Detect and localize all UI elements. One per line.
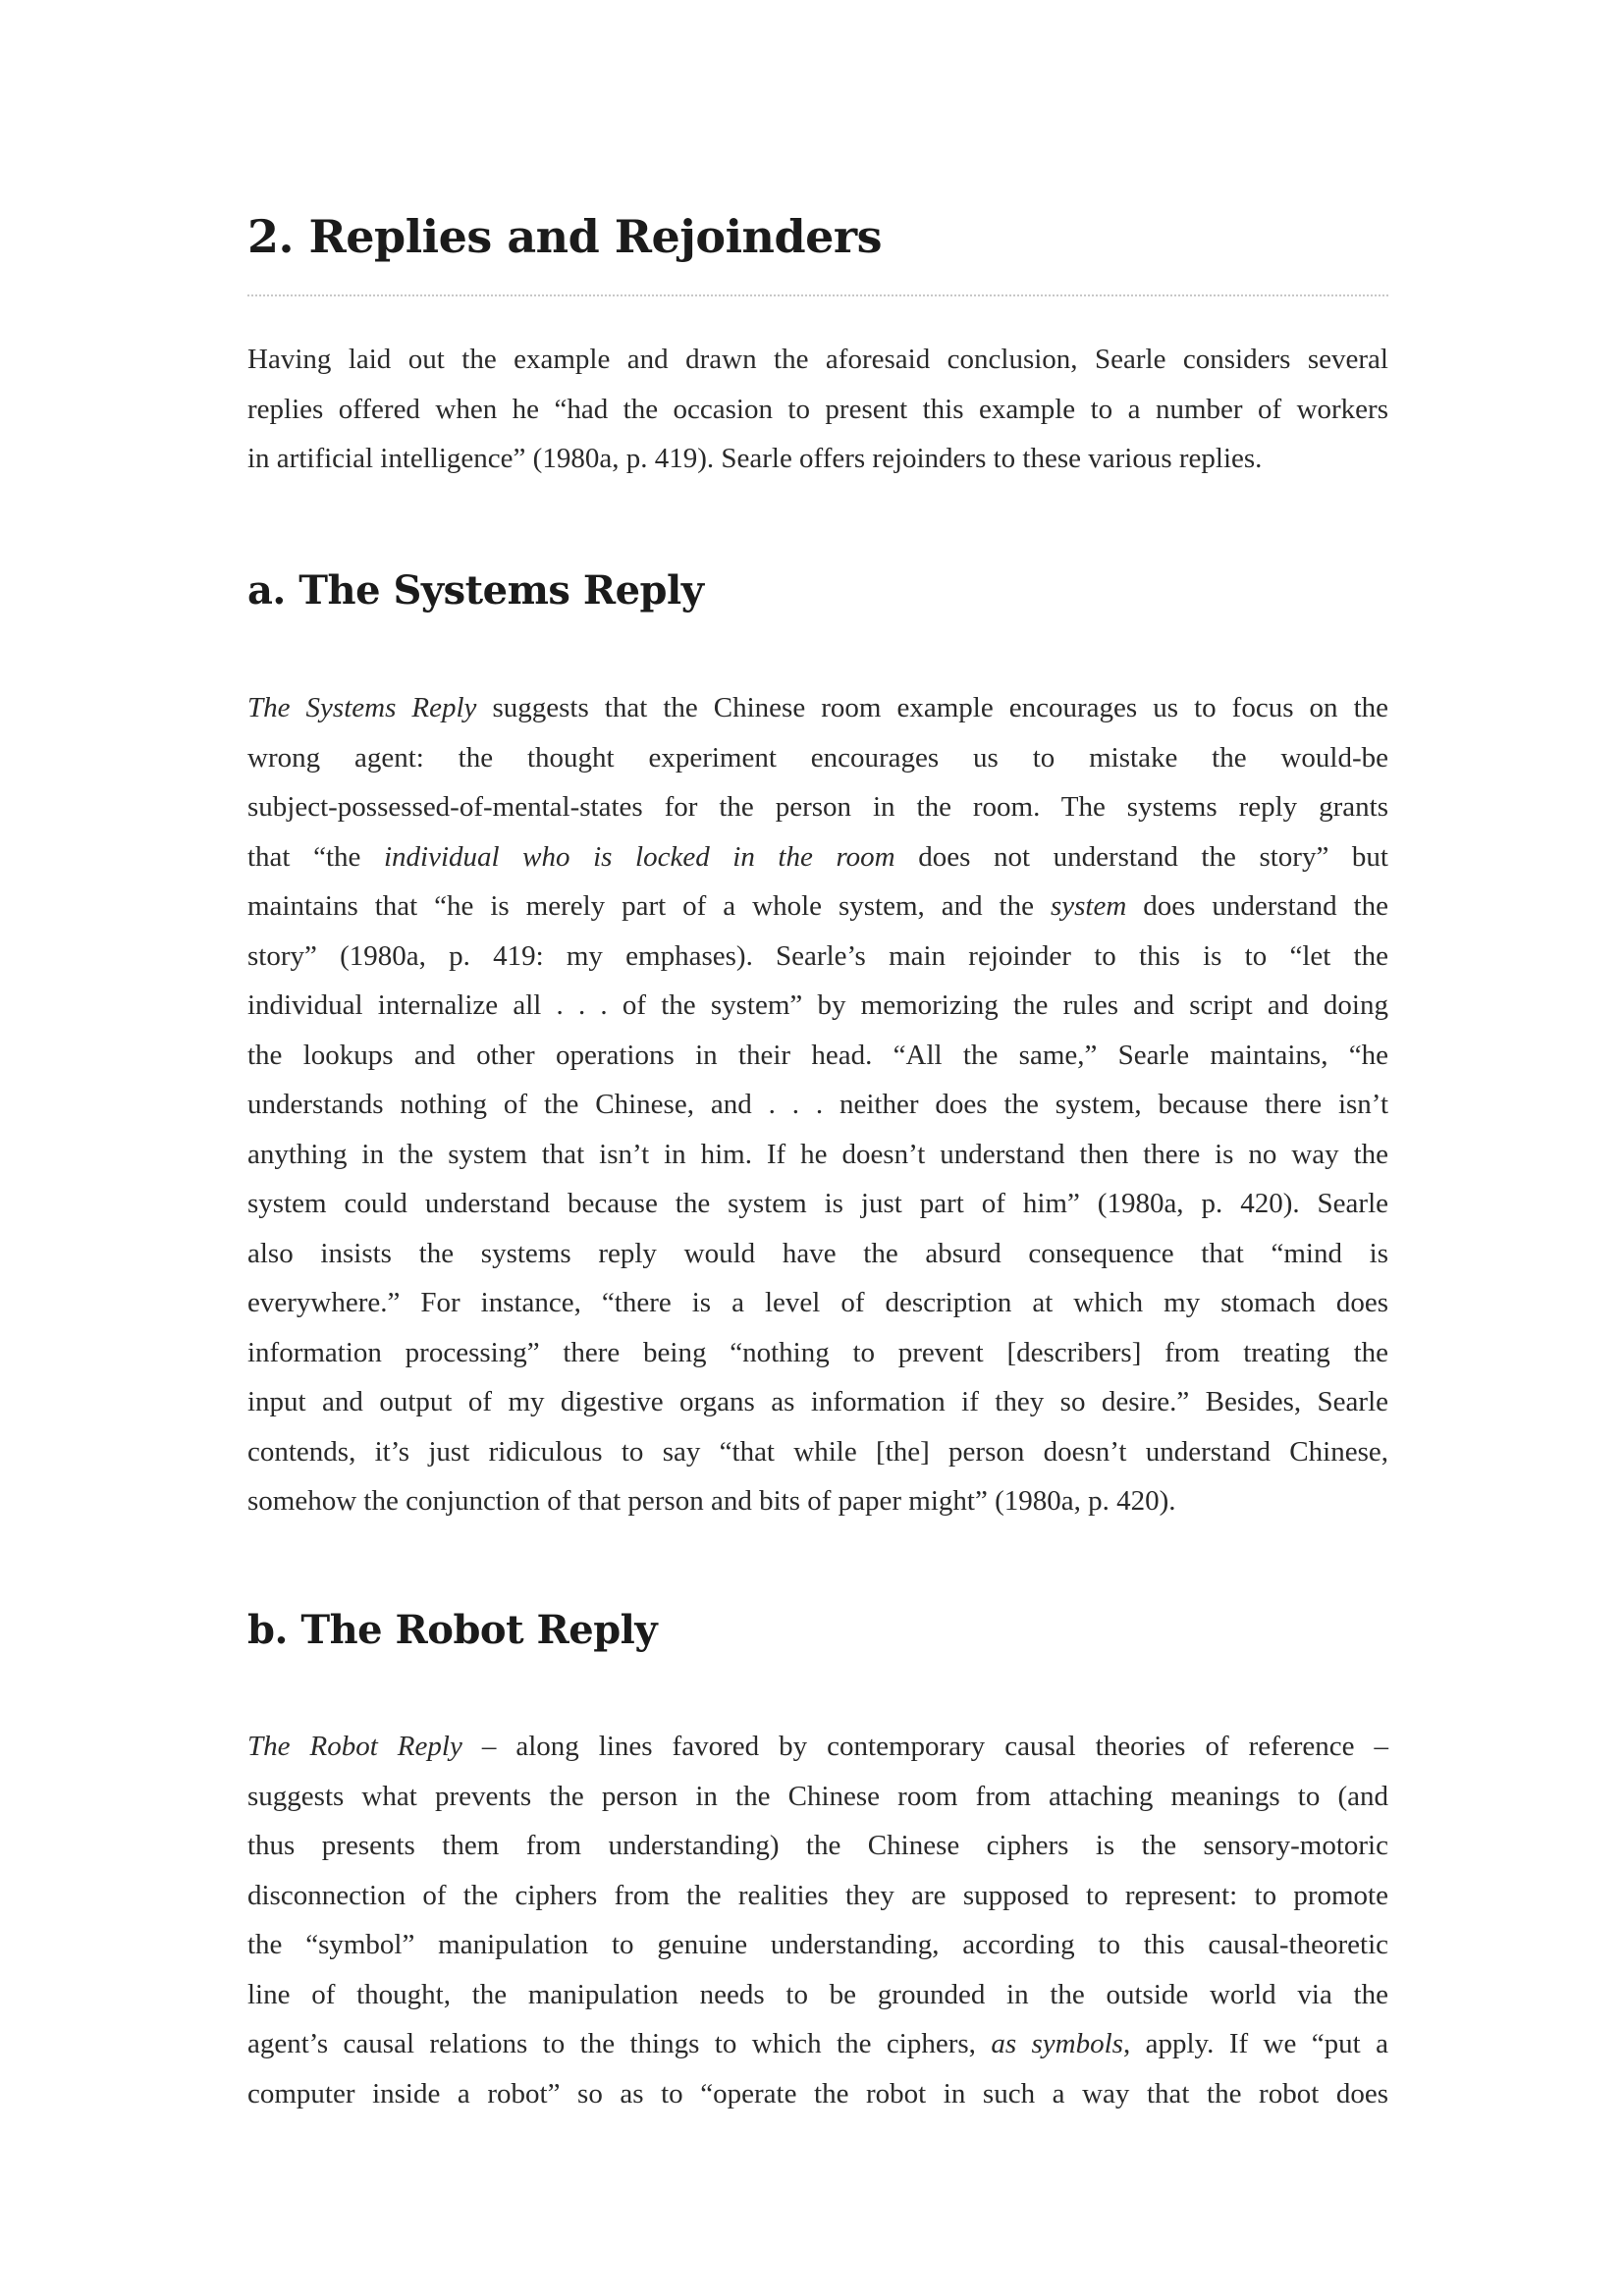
text-line: Having laid out the example and drawn the aforesaid conclusion, Searle considers several (247, 344, 1388, 375)
systems-reply-paragraph (247, 683, 1388, 1526)
intro-paragraph (247, 335, 1388, 484)
text-run: disconnection of the ciphers from the realities they are supposed to represent: to promote (247, 1879, 1388, 1911)
text-line (247, 1179, 1388, 1229)
text-run: thus presents them from understanding) the Chinese ciphers is the sensory-motoric (247, 1830, 1388, 1861)
text-line: in artificial intelligence” (1980a, p. 419). Searle offers rejoinders to these various replies. (247, 443, 1263, 474)
text-line (247, 832, 1388, 882)
text-line (247, 1920, 1388, 1970)
robot-reply-heading: b. The Robot Reply (247, 1607, 658, 1653)
text-line (247, 1328, 1388, 1378)
text-run: subject-possessed-of-mental-states for the person in the room. The systems reply grants (247, 791, 1388, 823)
text-run: individual internalize all . . . of the system” by memorizing the rules and script and doing (247, 989, 1388, 1021)
text-run: somehow the conjunction of that person and bits of paper might” (1980a, p. 420). (247, 1485, 1176, 1517)
text-line (247, 782, 1388, 832)
text-line (247, 1970, 1388, 2020)
text-line (247, 1772, 1388, 1822)
text-run: – along lines favored by contemporary causal theories of reference – (461, 1731, 1388, 1762)
text-line (247, 1130, 1388, 1180)
text-run: suggests that the Chinese room example encourages us to focus on the (476, 692, 1388, 723)
text-line (247, 1427, 1388, 1477)
text-run: the “symbol” manipulation to genuine understanding, according to this causal-theoretic (247, 1929, 1388, 1960)
text-line (247, 2069, 1388, 2119)
text-line (247, 1278, 1388, 1328)
text-line (247, 981, 1388, 1031)
text-run: does understand the (1126, 890, 1388, 922)
emphasis-text: as symbols (991, 2028, 1123, 2059)
text-run: input and output of my digestive organs as information if they so desire.” Besides, Searle (247, 1386, 1388, 1417)
text-line (247, 1476, 1388, 1526)
text-line (247, 683, 1388, 733)
section-divider (247, 294, 1388, 296)
text-run: contends, it’s just ridiculous to say “that while [the] person doesn’t understand Chinese, (247, 1435, 1388, 1468)
text-line (247, 733, 1388, 783)
text-run: does not understand the story” but (894, 840, 1388, 873)
emphasis-text: The Robot Reply (247, 1731, 462, 1762)
emphasis-text: individual who is locked in the room (383, 840, 895, 873)
text-line (247, 1031, 1388, 1081)
section-heading: 2. Replies and Rejoinders (247, 210, 883, 263)
text-line (247, 932, 1388, 982)
text-run: suggests what prevents the person in the Chinese room from attaching meanings to (and (247, 1780, 1388, 1812)
text-run: the lookups and other operations in their head. “All the same,” Searle maintains, “he (247, 1039, 1388, 1071)
text-line (247, 1871, 1388, 1921)
text-line (247, 1821, 1388, 1871)
text-line (247, 1229, 1388, 1279)
text-run: that “the (247, 840, 384, 873)
text-line (247, 1722, 1388, 1772)
text-run: system could understand because the system is just part of him” (1980a, p. 420). Searle (247, 1188, 1388, 1219)
text-run: story” (1980a, p. 419: my emphases). Searle’s main rejoinder to this is to “let the (247, 939, 1388, 972)
text-line (247, 1377, 1388, 1427)
emphasis-text: The Systems Reply (247, 692, 477, 723)
systems-reply-heading: a. The Systems Reply (247, 567, 704, 614)
text-run: computer inside a robot” so as to “operate the robot in such a way that the robot does (247, 2077, 1388, 2109)
text-run: anything in the system that isn’t in him. If he doesn’t understand then there is no way the (247, 1138, 1388, 1170)
emphasis-text: system (1050, 890, 1127, 922)
text-line: replies offered when he “had the occasion to present this example to a number of workers (247, 393, 1388, 425)
text-run: also insists the systems reply would have the absurd consequence that “mind is (247, 1237, 1388, 1269)
robot-reply-paragraph (247, 1722, 1388, 2118)
text-run: line of thought, the manipulation needs to be grounded in the outside world via the (247, 1978, 1388, 2010)
text-run: wrong agent: the thought experiment encourages us to mistake the would-be (247, 741, 1388, 774)
text-line (247, 1080, 1388, 1130)
text-line (247, 881, 1388, 932)
text-run: understands nothing of the Chinese, and . . . neither does the system, because there isn’t (247, 1089, 1388, 1120)
text-run: everywhere.” For instance, “there is a level of description at which my stomach does (247, 1287, 1388, 1318)
text-run: agent’s causal relations to the things to which the ciphers, (247, 2028, 992, 2059)
text-run: information processing” there being “nothing to prevent [describers] from treating the (247, 1336, 1388, 1368)
text-run: maintains that “he is merely part of a whole system, and the (247, 890, 1051, 922)
text-line (247, 2019, 1388, 2069)
text-run: , apply. If we “put a (1122, 2028, 1388, 2059)
